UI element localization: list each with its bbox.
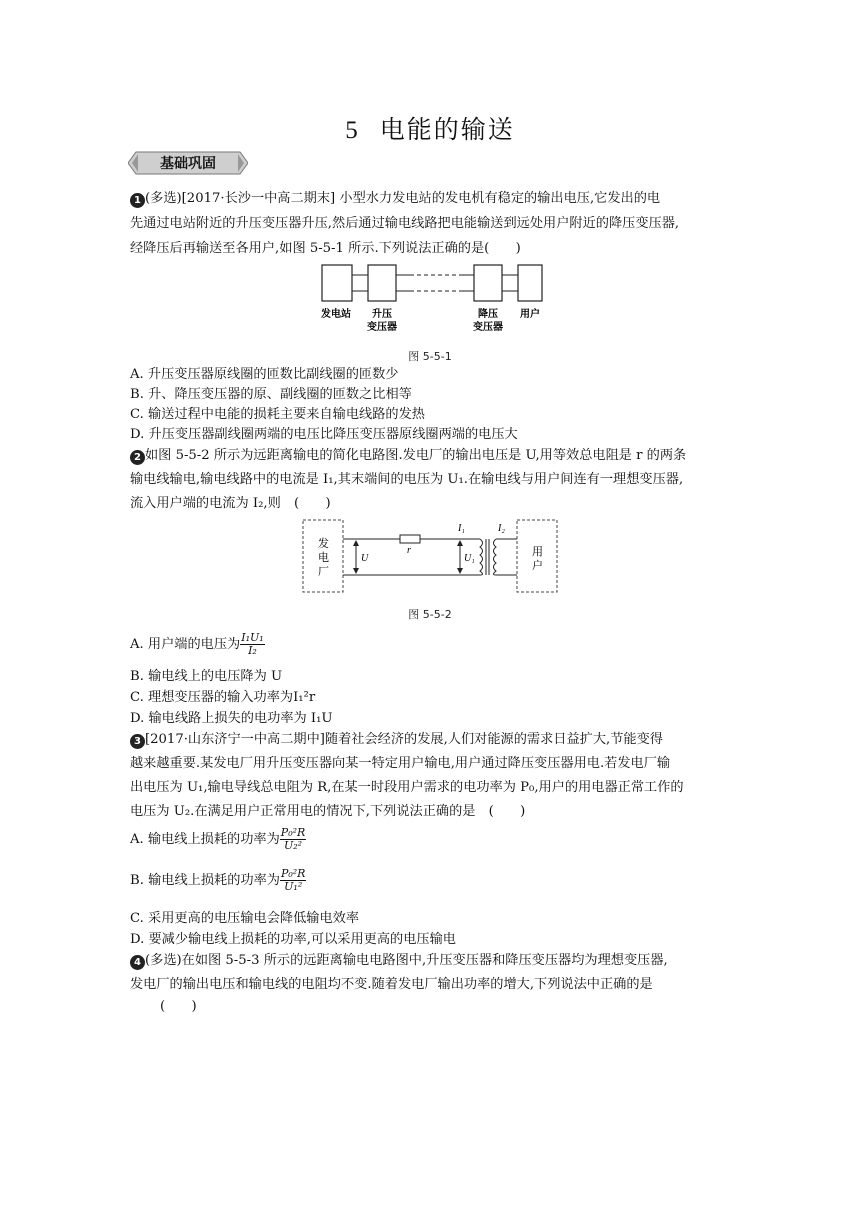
q3-line-1: 3 [2017·山东济宁一中高二期中]随着社会经济的发展,人们对能源的需求日益扩大,节能变得 (130, 731, 663, 749)
q3-option-a: A. 输电线上损耗的功率为 $\frac{\text{P₀²R}}{\text{U₂²}}$ (130, 826, 306, 852)
fraction: $\frac{\text{P₀²R}}{\text{U₂²}}$ (280, 826, 306, 852)
label-plant-3: 厂 (318, 565, 329, 578)
label-I1: I₁ (458, 523, 465, 534)
fraction: $\frac{\text{P₀²R}}{\text{U₁²}}$ (280, 867, 306, 893)
q2-line-3: 流入用户端的电流为 I₂,则 ( ) (130, 496, 331, 511)
q2-line-1: 2 如图 5-5-2 所示为远距离输电的简化电路图.发电厂的输出电压是 U,用等效总电阻是 r 的两条 (130, 447, 686, 465)
question-number-badge: 1 (130, 193, 145, 208)
label-step-down-2: 变压器 (473, 322, 503, 333)
label-user: 用户 (520, 309, 540, 320)
figure-5-5-2 (300, 515, 560, 597)
figure-caption: 图 5-5-2 (408, 608, 452, 621)
q4-line-1: 4 (多选)在如图 5-5-3 所示的远距离输电电路图中,升压变压器和降压变压器均为理想变压器, (130, 952, 668, 970)
label-step-up-2: 变压器 (367, 322, 397, 333)
q3-option-c: C. 采用更高的电压输电会降低输电效率 (130, 911, 360, 926)
q4-line-3: ( ) (160, 999, 197, 1014)
label-U1: U₁ (464, 553, 475, 564)
q1-option-a: A. 升压变压器原线圈的匝数比副线圈的匝数少 (130, 367, 399, 382)
q3-option-b: B. 输电线上损耗的功率为 $\frac{\text{P₀²R}}{\text{U₁²}}$ (130, 867, 306, 893)
q1-option-b: B. 升、降压变压器的原、副线圈的匝数之比相等 (130, 387, 412, 402)
q1-line-2: 先通过电站附近的升压变压器升压,然后通过输电线路把电能输送到远处用户附近的降压变压器, (130, 216, 680, 231)
q2-option-d: D. 输电线路上损失的电功率为 I₁U (130, 711, 333, 726)
label-plant-2: 电 (318, 551, 329, 564)
q3-line-4: 电压为 U₂.在满足用户正常用电的情况下,下列说法正确的是 ( ) (130, 804, 526, 819)
figure-5-5-1 (310, 260, 550, 340)
section-number: 5 (345, 117, 360, 144)
label-plant-1: 发 (318, 537, 329, 550)
section-tab (128, 150, 248, 176)
q1-option-c: C. 输送过程中电能的损耗主要来自输电线路的发热 (130, 407, 425, 422)
label-r: r (407, 545, 411, 556)
q3-option-d: D. 要减少输电线上损耗的功率,可以采用更高的电压输电 (130, 932, 456, 947)
q2-line-2: 输电线输电,输电线路中的电流是 I₁,其末端间的电压为 U₁.在输电线与用户间连有一理想变压器, (130, 472, 684, 487)
label-user-1: 用 (532, 545, 543, 558)
label-I2: I₂ (498, 523, 505, 534)
q4-line-2: 发电厂的输出电压和输电线的电阻均不变.随着发电厂输出功率的增大,下列说法中正确的是 (130, 977, 653, 992)
q1-line-3: 经降压后再输送至各用户,如图 5-5-1 所示.下列说法正确的是( ) (130, 241, 521, 256)
label-station: 发电站 (321, 309, 351, 320)
q1-line-1: 1 (多选)[2017·长沙一中高二期末] 小型水力发电站的发电机有稳定的输出电压,它发出的电 (130, 190, 660, 208)
question-number-badge: 4 (130, 955, 145, 970)
question-number-badge: 2 (130, 450, 145, 465)
q3-line-2: 越来越重要.某发电厂用升压变压器向某一特定用户输电,用户通过降压变压器用电.若发电厂输 (130, 756, 671, 771)
label-user-2: 户 (532, 559, 543, 572)
label-step-up-1: 升压 (372, 309, 392, 320)
section-title: 电能的输送 (379, 115, 515, 144)
q3-line-3: 出电压为 U₁,输电导线总电阻为 R,在某一时段用户需求的电功率为 P₀,用户的用电器正常工作的 (130, 780, 684, 795)
figure-caption: 图 5-5-1 (408, 350, 452, 363)
tab-label: 基础巩固 (160, 156, 216, 172)
page-title (0, 110, 860, 146)
q2-option-b: B. 输电线上的电压降为 U (130, 669, 283, 684)
label-step-down-1: 降压 (478, 309, 498, 320)
fraction: $\frac{\text{I₁U₁}}{\text{I₂}}$ (241, 631, 264, 657)
q2-option-a: A. 用户端的电压为 $\frac{\text{I₁U₁}}{\text{I₂}}$ (130, 631, 264, 657)
question-number-badge: 3 (130, 734, 145, 749)
q1-option-d: D. 升压变压器副线圈两端的电压比降压变压器原线圈两端的电压大 (130, 427, 518, 442)
label-U: U (361, 553, 369, 564)
q2-option-c: C. 理想变压器的输入功率为I₁²r (130, 690, 316, 705)
